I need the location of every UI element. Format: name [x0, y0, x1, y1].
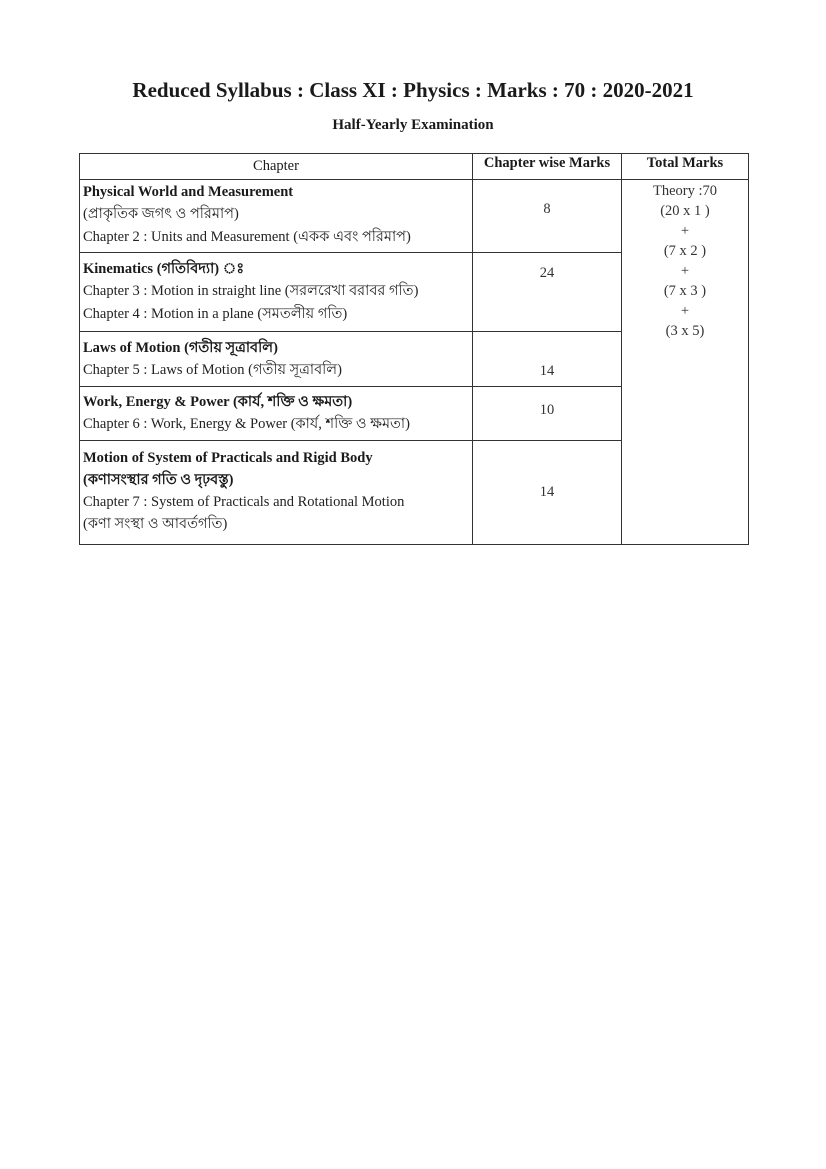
marks-cell [473, 180, 622, 253]
chapter-line: (প্রাকৃতিক জগৎ ও পরিমাপ) [83, 206, 239, 222]
unit-title-bengali: (কণাসংস্থার গতি ও দৃঢ়বস্তু) [83, 471, 234, 488]
total-line: + [680, 303, 690, 319]
marks-cell [473, 253, 622, 332]
chapter-marks: 24 [539, 265, 555, 281]
chapter-cell [80, 332, 473, 387]
marks-cell [473, 387, 622, 441]
table-row [80, 180, 749, 253]
chapter-marks: 14 [539, 483, 555, 500]
total-line: (7 x 3 ) [663, 283, 707, 299]
unit-title: Kinematics (গতিবিদ্যা) ঃ [83, 261, 245, 277]
total-line: (7 x 2 ) [663, 243, 707, 259]
chapter-line: Chapter 3 : Motion in straight line (সরলরেখা বরাবর গতি) [83, 283, 419, 299]
total-marks-cell [622, 180, 749, 545]
chapter-marks: 10 [539, 402, 555, 418]
chapter-cell [80, 180, 473, 253]
chapter-marks: 14 [539, 363, 555, 379]
total-line: + [680, 263, 690, 279]
marks-cell [473, 440, 622, 544]
chapter-line: Chapter 2 : Units and Measurement (একক এবং পরিমাপ) [83, 228, 411, 245]
document-title: Reduced Syllabus : Class XI : Physics : Marks : 70 : 2020-2021 [132, 78, 694, 102]
total-line: Theory :70 [652, 183, 718, 199]
chapter-cell [80, 387, 473, 441]
total-line: (20 x 1 ) [660, 203, 710, 219]
unit-title: Physical World and Measurement [83, 184, 294, 200]
syllabus-table [79, 153, 749, 545]
header-chapter: Chapter [80, 154, 473, 180]
chapter-line: Chapter 5 : Laws of Motion (গতীয় সূত্রাবলি) [83, 362, 342, 378]
total-line: + [680, 223, 690, 239]
table-header-row [80, 154, 749, 180]
header-total-marks: Total Marks [622, 154, 749, 180]
marks-cell [473, 332, 622, 387]
unit-title: Motion of System of Practicals and Rigid Body [83, 449, 373, 466]
unit-title: Work, Energy & Power (কার্য, শক্তি ও ক্ষমতা) [83, 394, 353, 410]
chapter-marks: 8 [543, 201, 551, 217]
exam-subtitle: Half-Yearly Examination [332, 117, 494, 133]
chapter-cell [80, 253, 473, 332]
total-line: (3 x 5) [665, 323, 705, 339]
chapter-line: (কণা সংস্থা ও আবর্তগতি) [83, 516, 228, 532]
chapter-line: Chapter 6 : Work, Energy & Power (কার্য, শক্তি ও ক্ষমতা) [83, 416, 410, 432]
chapter-line: Chapter 7 : System of Practicals and Rotational Motion [83, 493, 405, 510]
chapter-line: Chapter 4 : Motion in a plane (সমতলীয় গতি) [83, 305, 348, 322]
chapter-cell [80, 440, 473, 544]
unit-title: Laws of Motion (গতীয় সূত্রাবলি) [83, 340, 278, 356]
header-chapter-wise-marks: Chapter wise Marks [473, 154, 622, 180]
